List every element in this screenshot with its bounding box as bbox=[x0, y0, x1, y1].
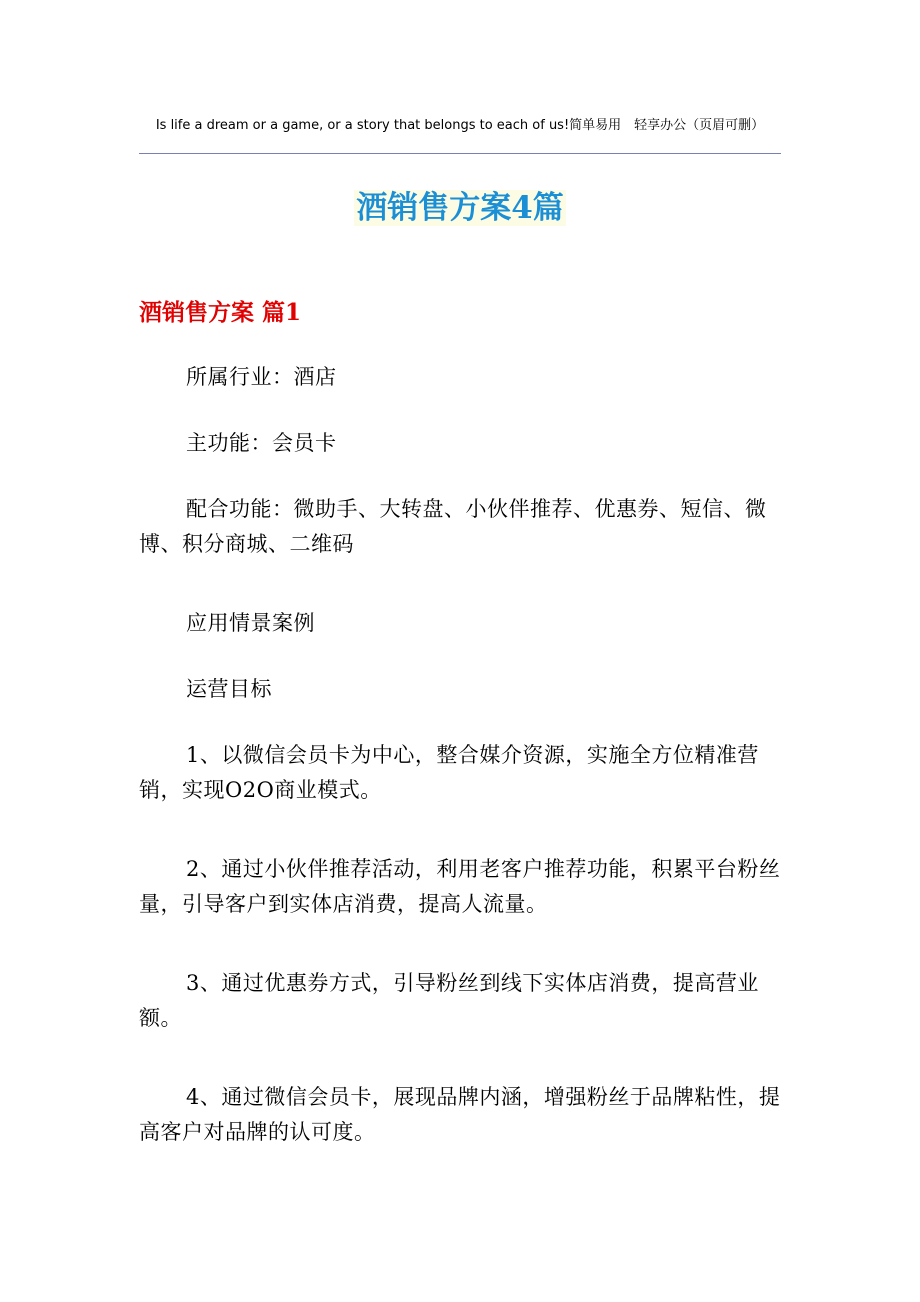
header-divider bbox=[139, 153, 781, 154]
paragraph-scenario: 应用情景案例 bbox=[186, 611, 315, 635]
paragraph-main-function: 主功能：会员卡 bbox=[186, 431, 337, 455]
paragraph-industry: 所属行业：酒店 bbox=[186, 365, 337, 389]
paragraph-goal-heading: 运营目标 bbox=[186, 677, 272, 701]
paragraph-goal-3: 3、通过优惠券方式，引导粉丝到线下实体店消费，提高营业额。 bbox=[139, 971, 759, 1030]
paragraph-goal-4: 4、通过微信会员卡，展现品牌内涵，增强粉丝于品牌粘性，提高客户对品牌的认可度。 bbox=[139, 1085, 781, 1144]
page-header-text: Is life a dream or a game, or a story that belongs to each of us!简单易用 轻享办公（页眉可删） bbox=[155, 118, 765, 133]
document-title-text: 酒销售方案4篇 bbox=[356, 190, 564, 226]
document-title bbox=[0, 186, 920, 230]
paragraph-goal-1: 1、以微信会员卡为中心，整合媒介资源，实施全方位精准营销，实现O2O商业模式。 bbox=[139, 743, 759, 802]
paragraph-goal-2: 2、通过小伙伴推荐活动，利用老客户推荐功能，积累平台粉丝量，引导客户到实体店消费，提高人流量。 bbox=[139, 857, 781, 916]
section-heading: 酒销售方案 篇1 bbox=[139, 299, 302, 326]
paragraph-support-functions: 配合功能：微助手、大转盘、小伙伴推荐、优惠券、短信、微博、积分商城、二维码 bbox=[139, 497, 767, 556]
